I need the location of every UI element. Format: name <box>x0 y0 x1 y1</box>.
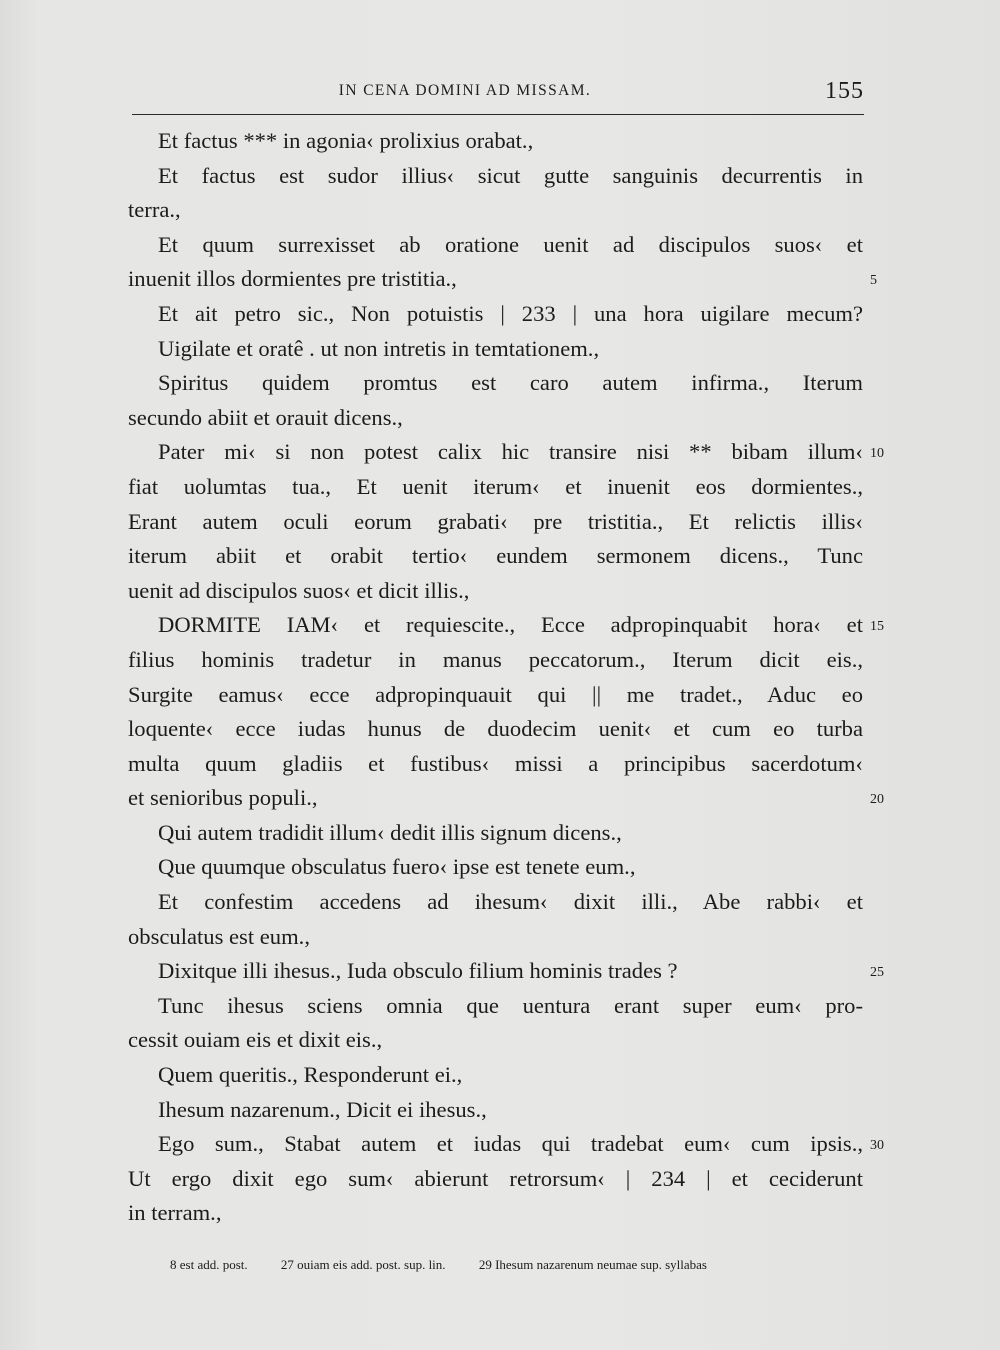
text-line-content: cessit ouiam eis et dixit eis., <box>128 1027 383 1053</box>
running-title: IN CENA DOMINI AD MISSAM. <box>338 82 592 99</box>
line-number: 15 <box>870 619 884 635</box>
text-line-content: Et quum surrexisset ab oratione uenit ad discipulos suos‹ et <box>158 231 863 257</box>
text-line <box>128 643 863 678</box>
text-line <box>128 781 884 816</box>
text-line-content: obsculatus est eum., <box>128 923 310 949</box>
text-line-content: Surgite eamus‹ ecce adpropinquauit qui || me tradet., Aduc eo <box>128 681 863 707</box>
text-line-content: terra., <box>128 197 181 223</box>
text-line <box>128 989 863 1024</box>
text-line <box>128 124 863 159</box>
body-text <box>128 124 884 1231</box>
text-line <box>128 297 863 332</box>
text-line <box>128 332 863 367</box>
text-line-content: loquente‹ ecce iudas hunus de duodecim uenit‹ et cum eo turba <box>128 716 863 742</box>
page-header <box>132 78 864 108</box>
text-line-content: Et ait petro sic., Non potuistis | 233 | una hora uigilare mecum? <box>158 300 863 326</box>
text-line-content: inuenit illos dormientes pre tristitia., <box>128 266 457 292</box>
text-line-content: secundo abiit et orauit dicens., <box>128 404 403 430</box>
text-line <box>128 608 884 643</box>
text-line-content: Ihesum nazarenum., Dicit ei ihesus., <box>158 1096 487 1122</box>
text-line-content: Quem queritis., Responderunt ei., <box>158 1062 463 1088</box>
footnotes <box>170 1257 850 1273</box>
text-line <box>128 1023 863 1058</box>
text-line-content: fiat uolumtas tua., Et uenit iterum‹ et inuenit eos dormientes., <box>128 473 863 499</box>
text-line-content: Et factus est sudor illius‹ sicut gutte sanguinis decurrentis in <box>158 162 863 188</box>
text-line <box>128 1162 863 1197</box>
text-line-content: Et confestim accedens ad ihesum‹ dixit illi., Abe rabbi‹ et <box>158 889 863 915</box>
text-line-content: uenit ad discipulos suos‹ et dicit illis., <box>128 577 470 603</box>
text-line-content: in terram., <box>128 1200 222 1226</box>
footnote: 27 ouiam eis add. post. sup. lin. <box>280 1257 446 1272</box>
text-line <box>128 885 863 920</box>
header-rule <box>132 114 864 115</box>
text-line <box>128 1093 863 1128</box>
line-number: 20 <box>870 792 884 808</box>
text-line <box>128 850 863 885</box>
text-line-content: multa quum gladiis et fustibus‹ missi a principibus sacerdotum‹ <box>128 750 863 776</box>
text-line <box>128 1196 863 1231</box>
text-line-content: et senioribus populi., <box>128 785 318 811</box>
text-line-content: iterum abiit et orabit tertio‹ eundem sermonem dicens., Tunc <box>128 543 863 569</box>
text-line <box>128 262 877 297</box>
text-line <box>128 747 863 782</box>
text-line <box>128 435 884 470</box>
text-line-content: Qui autem tradidit illum‹ dedit illis signum dicens., <box>158 819 622 845</box>
text-line <box>128 470 863 505</box>
text-line-content: Pater mi‹ si non potest calix hic transire nisi ** bibam illum‹ <box>158 439 863 465</box>
text-line <box>128 159 863 194</box>
text-line-content: Dixitque illi ihesus., Iuda obsculo filium hominis trades ? <box>158 958 678 984</box>
text-line <box>128 193 863 228</box>
text-line <box>128 712 863 747</box>
text-line-content: Erant autem oculi eorum grabati‹ pre tristitia., Et relictis illis‹ <box>128 508 863 534</box>
text-line <box>128 228 863 263</box>
text-line-content: filius hominis tradetur in manus peccatorum., Iterum dicit eis., <box>128 646 863 672</box>
line-number: 10 <box>870 446 884 462</box>
text-line <box>128 401 863 436</box>
text-line-content: Spiritus quidem promtus est caro autem infirma., Iterum <box>158 370 863 396</box>
text-line-content: Tunc ihesus sciens omnia que uentura erant super eum‹ pro- <box>158 992 863 1018</box>
footnote: 8 est add. post. <box>170 1257 248 1272</box>
text-line <box>128 920 863 955</box>
page-number: 155 <box>825 78 864 104</box>
text-line <box>128 954 884 989</box>
text-line <box>128 1058 863 1093</box>
text-line-content: DORMITE IAM‹ et requiescite., Ecce adpropinquabit hora‹ et <box>158 612 863 638</box>
text-line <box>128 678 863 713</box>
line-number: 5 <box>870 273 877 289</box>
footnote: 29 Ihesum nazarenum neumae sup. syllabas <box>478 1257 707 1272</box>
line-number: 25 <box>870 965 884 981</box>
text-line <box>128 574 863 609</box>
text-line-content: Ut ergo dixit ego sum‹ abierunt retrorsum‹ | 234 | et ceciderunt <box>128 1165 863 1191</box>
text-line-content: Ego sum., Stabat autem et iudas qui tradebat eum‹ cum ipsis., <box>158 1131 863 1157</box>
text-line-content: Et factus *** in agonia‹ prolixius orabat., <box>158 128 534 153</box>
text-line <box>128 1127 884 1162</box>
text-line <box>128 366 863 401</box>
line-number: 30 <box>870 1138 884 1154</box>
text-line <box>128 539 863 574</box>
text-line <box>128 816 863 851</box>
text-line <box>128 505 863 540</box>
text-line-content: Uigilate et oratê . ut non intretis in temtationem., <box>158 335 600 361</box>
text-line-content: Que quumque obsculatus fuero‹ ipse est tenete eum., <box>158 854 636 880</box>
